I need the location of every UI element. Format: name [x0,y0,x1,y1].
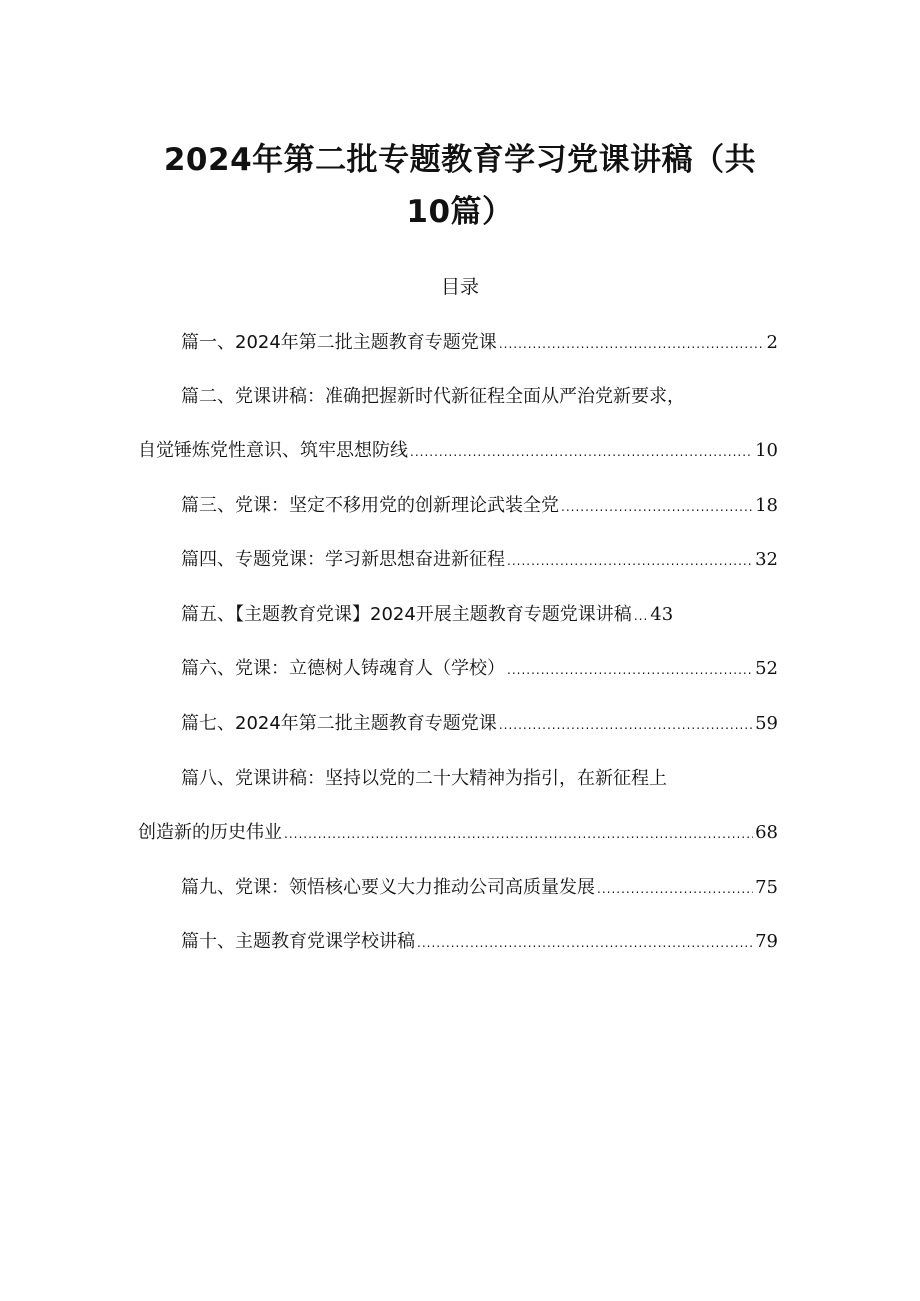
toc-leader-dots [507,545,753,577]
toc-entry-page: 32 [755,549,778,570]
toc-leader-dots [499,709,753,741]
toc-entry[interactable] [181,926,778,959]
toc-entry-line-1[interactable] [181,763,667,795]
toc-leader-dots [499,328,765,360]
toc-entry-title: 篇十、主题教育党课学校讲稿 [181,931,415,952]
toc-entry[interactable] [181,327,778,360]
toc-heading: 目录 [440,276,479,298]
toc-entry-page: 52 [755,658,778,679]
toc-entry-page: 10 [755,440,778,461]
toc-entry[interactable] [181,653,778,686]
toc-entry-title: 篇八、党课讲稿：坚持以党的二十大精神为指引，在新征程上 [181,768,667,789]
toc-leader-dots [561,491,753,523]
toc-entry-page: 59 [755,713,778,734]
toc-entry-title: 篇五、【主题教育党课】2024开展主题教育专题党课讲稿 [181,604,632,625]
toc-entry-title: 篇九、党课：领悟核心要义大力推动公司高质量发展 [181,877,595,898]
toc-entry-title-continued: 自觉锤炼党性意识、筑牢思想防线 [138,440,408,461]
document-title-line-2: 10篇） [406,194,514,230]
toc-leader-dots [507,654,753,686]
toc-leader-dots [634,600,648,632]
toc-entry-title-continued: 创造新的历史伟业 [138,822,282,843]
document-title-line-1: 2024年第二批专题教育学习党课讲稿（共 [163,142,757,178]
toc-entry-title: 篇一、2024年第二批主题教育专题党课 [181,332,497,353]
toc-leader-dots [284,818,753,850]
toc-entry-line-1[interactable] [181,381,685,413]
toc-entry-title: 篇二、党课讲稿：准确把握新时代新征程全面从严治党新要求， [181,386,685,407]
toc-entry-title: 篇六、党课：立德树人铸魂育人（学校） [181,658,505,679]
toc-entry-page: 18 [755,495,778,516]
toc-leader-dots [417,927,753,959]
toc-entry-line-2[interactable] [138,435,778,468]
toc-entry-page: 75 [755,877,778,898]
toc-entry-page: 43 [650,604,674,625]
toc-entry[interactable] [181,599,673,632]
toc-entry-page: 2 [766,332,778,353]
toc-entry-line-2[interactable] [138,817,778,850]
toc-entry-title: 篇三、党课：坚定不移用党的创新理论武装全党 [181,495,559,516]
toc-entry[interactable] [181,544,778,577]
toc-entry-page: 79 [755,931,778,952]
toc-leader-dots [597,873,753,905]
toc-leader-dots [410,436,753,468]
toc-entry-title: 篇四、专题党课：学习新思想奋进新征程 [181,549,505,570]
toc-entry[interactable] [181,708,778,741]
toc-entry-title: 篇七、2024年第二批主题教育专题党课 [181,713,497,734]
toc-entry-page: 68 [755,822,778,843]
toc-entry[interactable] [181,872,778,905]
toc-entry[interactable] [181,490,778,523]
